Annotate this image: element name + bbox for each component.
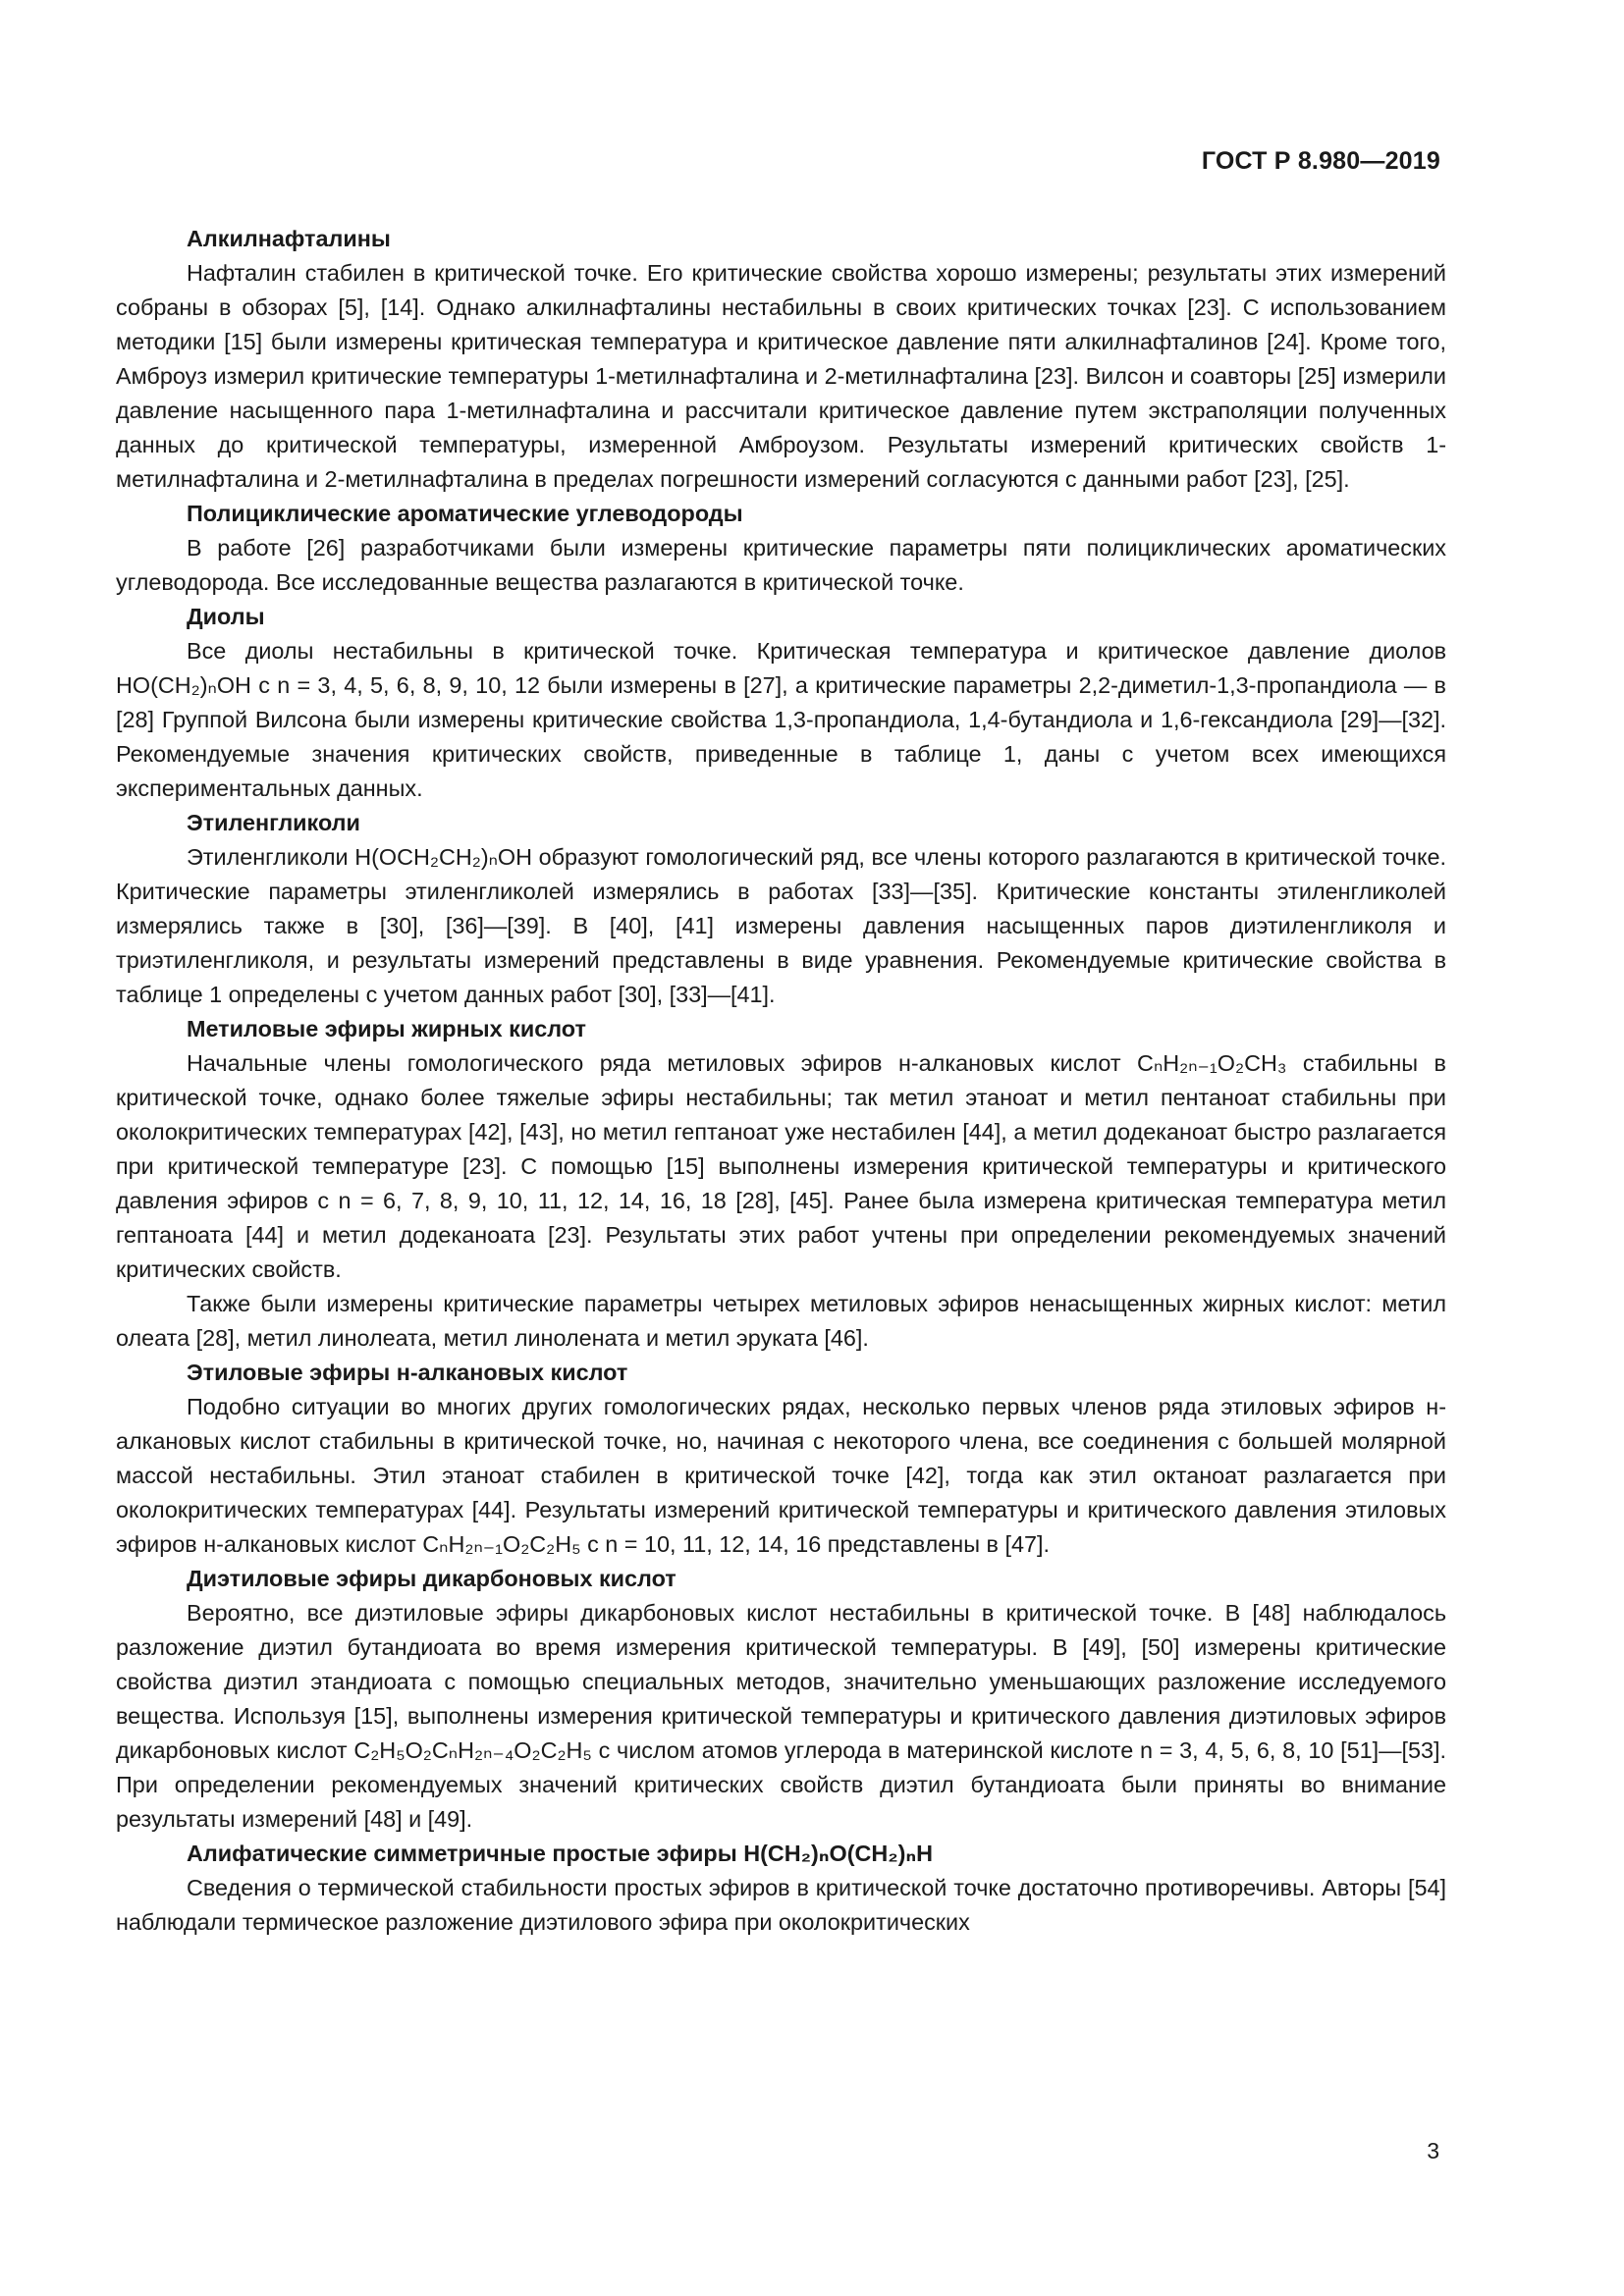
paragraph: Все диолы нестабильны в критической точке. Критическая температура и критическое давление диолов HO(CH₂)ₙOH с n = 3, 4, 5, 6, 8, 9, 10, 12 были измерены в [27], а критические параметры 2,2-диметил-1,3-пропандиола — в [28] Группой Вилсона были измерены критические свойства 1,3-пропандиола, 1,4-бутандиола и 1,6-гександиола [29]—[32]. Рекомендуемые значения критических свойств, приведенные в таблице 1, даны с учетом всех имеющихся экспериментальных данных.: [116, 638, 1446, 801]
paragraph: Сведения о термической стабильности простых эфиров в критической точке достаточно противоречивы. Авторы [54] наблюдали термическое разложение диэтилового эфира при околокритических: [116, 1875, 1446, 1935]
section-title-aliphatic-ethers: Алифатические симметричные простые эфиры H(CH₂)ₙO(CH₂)ₙH: [187, 1841, 934, 1866]
paragraph: Нафталин стабилен в критической точке. Его критические свойства хорошо измерены; результаты этих измерений собраны в обзорах [5], [14]. Однако алкилнафталины нестабильны в своих критических точках [23]. С использованием методики [15] были измерены критическая температура и критическое давление пяти алкилнафталинов [24]. Кроме того, Амброуз измерил критические температуры 1-метилнафталина и 2-метилнафталина [23]. Вилсон и соавторы [25] измерили давление насыщенного пара 1-метилнафталина и рассчитали критическое давление путем экстраполяции полученных данных до критической температуры, измеренной Амброузом. Результаты измерений критических свойств 1-метилнафталина и 2-метилнафталина в пределах погрешности измерений согласуются с данными работ [23], [25].: [116, 260, 1446, 492]
paragraph: Вероятно, все диэтиловые эфиры дикарбоновых кислот нестабильны в критической точке. В [48] наблюдалось разложение диэтил бутандиоата во время измерения критической температуры. В [49], [50] измерены критические свойства диэтил этандиоата с помощью специальных методов, значительно уменьшающих разложение исследуемого вещества. Используя [15], выполнены измерения критической температуры и критического давления диэтиловых эфиров дикарбоновых кислот C₂H₅O₂CₙH₂ₙ₋₄O₂C₂H₅ с числом атомов углерода в материнской кислоте n = 3, 4, 5, 6, 8, 10 [51]—[53]. При определении рекомендуемых значений критических свойств диэтил бутандиоата были приняты во внимание результаты измерений [48] и [49].: [116, 1600, 1446, 1832]
paragraph: Подобно ситуации во многих других гомологических рядах, несколько первых членов ряда этиловых эфиров н-алкановых кислот стабильны в критической точке, но, начиная с некоторого члена, все соединения с большей молярной массой нестабильны. Этил этаноат стабилен в критической точке [42], тогда как этил октаноат разлагается при околокритических температурах [44]. Результаты измерений критической температуры и критического давления этиловых эфиров н-алкановых кислот CₙH₂ₙ₋₁O₂C₂H₅ с n = 10, 11, 12, 14, 16 представлены в [47].: [116, 1394, 1446, 1557]
paragraph: Этиленгликоли H(OCH₂CH₂)ₙOH образуют гомологический ряд, все члены которого разлагаются в критической точке. Критические параметры этиленгликолей измерялись в работах [33]—[35]. Критические константы этиленгликолей измерялись также в [30], [36]—[39]. В [40], [41] измерены давления насыщенных паров диэтиленгликоля и триэтиленгликоля, и результаты измерений представлены в виде уравнения. Рекомендуемые критические свойства в таблице 1 определены с учетом данных работ [30], [33]—[41].: [116, 844, 1446, 1007]
section-title-ethylene-glycols: Этиленгликоли: [187, 810, 360, 835]
document-body: [116, 222, 1446, 1940]
section-title-fatty-acid-methyl-esters: Метиловые эфиры жирных кислот: [187, 1016, 586, 1041]
section-title-alkylnaphthalenes: Алкилнафталины: [187, 226, 391, 251]
section-title-ethyl-esters: Этиловые эфиры н-алкановых кислот: [187, 1360, 628, 1385]
paragraph: В работе [26] разработчиками были измерены критические параметры пяти полициклических ароматических углеводорода. Все исследованные вещества разлагаются в критической точке.: [116, 535, 1446, 595]
paragraph: Начальные члены гомологического ряда метиловых эфиров н-алкановых кислот CₙH₂ₙ₋₁O₂CH₃ стабильны в критической точке, однако более тяжелые эфиры нестабильны; так метил этаноат и метил пентаноат стабильны при околокритических температурах [42], [43], но метил гептаноат уже нестабилен [44], а метил додеканоат быстро разлагается при критической температуре [23]. С помощью [15] выполнены измерения критической температуры и критического давления эфиров с n = 6, 7, 8, 9, 10, 11, 12, 14, 16, 18 [28], [45]. Ранее была измерена критическая температура метил гептаноата [44] и метил додеканоата [23]. Результаты этих работ учтены при определении рекомендуемых значений критических свойств.: [116, 1050, 1446, 1282]
section-title-polycyclic-aromatics: Полициклические ароматические углеводороды: [187, 501, 743, 526]
document-code-header: ГОСТ Р 8.980—2019: [1201, 147, 1440, 175]
section-title-diethyl-esters: Диэтиловые эфиры дикарбоновых кислот: [187, 1566, 677, 1591]
section-title-diols: Диолы: [187, 604, 265, 629]
page-number: 3: [1427, 2138, 1439, 2163]
paragraph: Также были измерены критические параметры четырех метиловых эфиров ненасыщенных жирных кислот: метил олеата [28], метил линолеата, метил линолената и метил эруката [46].: [116, 1291, 1446, 1351]
